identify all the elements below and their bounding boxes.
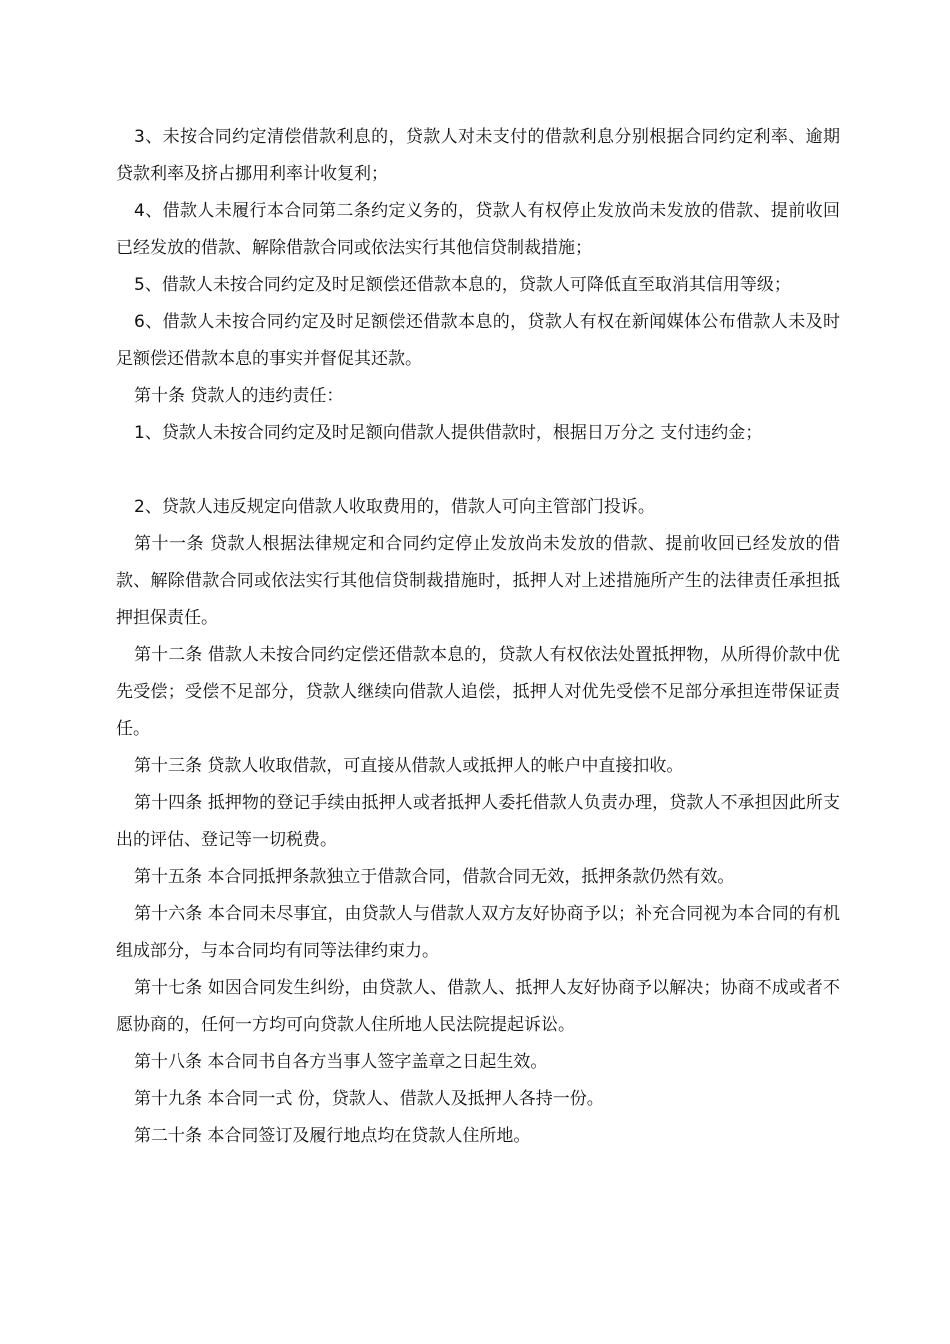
article-12: 第十二条 借款人未按合同约定偿还借款本息的，贷款人有权依法处置抵押物，从所得价款中优先受偿；受偿不足部分，贷款人继续向借款人追偿，抵押人对优先受偿不足部分承担连带保证责任。 <box>116 645 840 739</box>
article-14: 第十四条 抵押物的登记手续由抵押人或者抵押人委托借款人负责办理，贷款人不承担因此所支出的评估、登记等一切税费。 <box>116 793 840 850</box>
clause-3-overdue-interest: 3、未按合同约定清偿借款利息的，贷款人对未支付的借款利息分别根据合同约定利率、逾期贷款利率及挤占挪用利率计收复利； <box>116 127 840 184</box>
blank-line <box>116 452 840 489</box>
document-body <box>116 119 840 1155</box>
article-18: 第十八条 本合同书自各方当事人签字盖章之日起生效。 <box>134 1052 548 1072</box>
article-20: 第二十条 本合同签订及履行地点均在贷款人住所地。 <box>134 1126 531 1146</box>
article-10-item-2: 2、贷款人违反规定向借款人收取费用的，借款人可向主管部门投诉。 <box>134 497 655 517</box>
article-11: 第十一条 贷款人根据法律规定和合同约定停止发放尚未发放的借款、提前收回已经发放的借款、解除借款合同或依法实行其他信贷制裁措施时，抵押人对上述措施所产生的法律责任承担抵押担保责任。 <box>116 534 840 628</box>
clause-4-breach-obligation: 4、借款人未履行本合同第二条约定义务的，贷款人有权停止发放尚未发放的借款、提前收回已经发放的借款、解除借款合同或依法实行其他信贷制裁措施； <box>116 201 840 258</box>
article-19: 第十九条 本合同一式 份，贷款人、借款人及抵押人各持一份。 <box>134 1089 604 1109</box>
clause-5-credit-rating: 5、借款人未按合同约定及时足额偿还借款本息的，贷款人可降低直至取消其信用等级； <box>134 275 791 295</box>
article-17: 第十七条 如因合同发生纠纷，由贷款人、借款人、抵押人友好协商予以解决；协商不成或者不愿协商的，任何一方均可向贷款人住所地人民法院提起诉讼。 <box>116 978 840 1035</box>
article-15: 第十五条 本合同抵押条款独立于借款合同，借款合同无效，抵押条款仍然有效。 <box>134 867 735 887</box>
article-10-item-1: 1、贷款人未按合同约定及时足额向借款人提供借款时，根据日万分之 支付违约金； <box>134 423 763 443</box>
article-16: 第十六条 本合同未尽事宜，由贷款人与借款人双方友好协商予以；补充合同视为本合同的有机组成部分，与本合同均有同等法律约束力。 <box>116 904 840 961</box>
article-13: 第十三条 贷款人收取借款，可直接从借款人或抵押人的帐户中直接扣收。 <box>134 756 684 776</box>
clause-6-media-disclosure: 6、借款人未按合同约定及时足额偿还借款本息的，贷款人有权在新闻媒体公布借款人未及时足额偿还借款本息的事实并督促其还款。 <box>116 312 840 369</box>
article-10-heading: 第十条 贷款人的违约责任： <box>134 386 344 406</box>
